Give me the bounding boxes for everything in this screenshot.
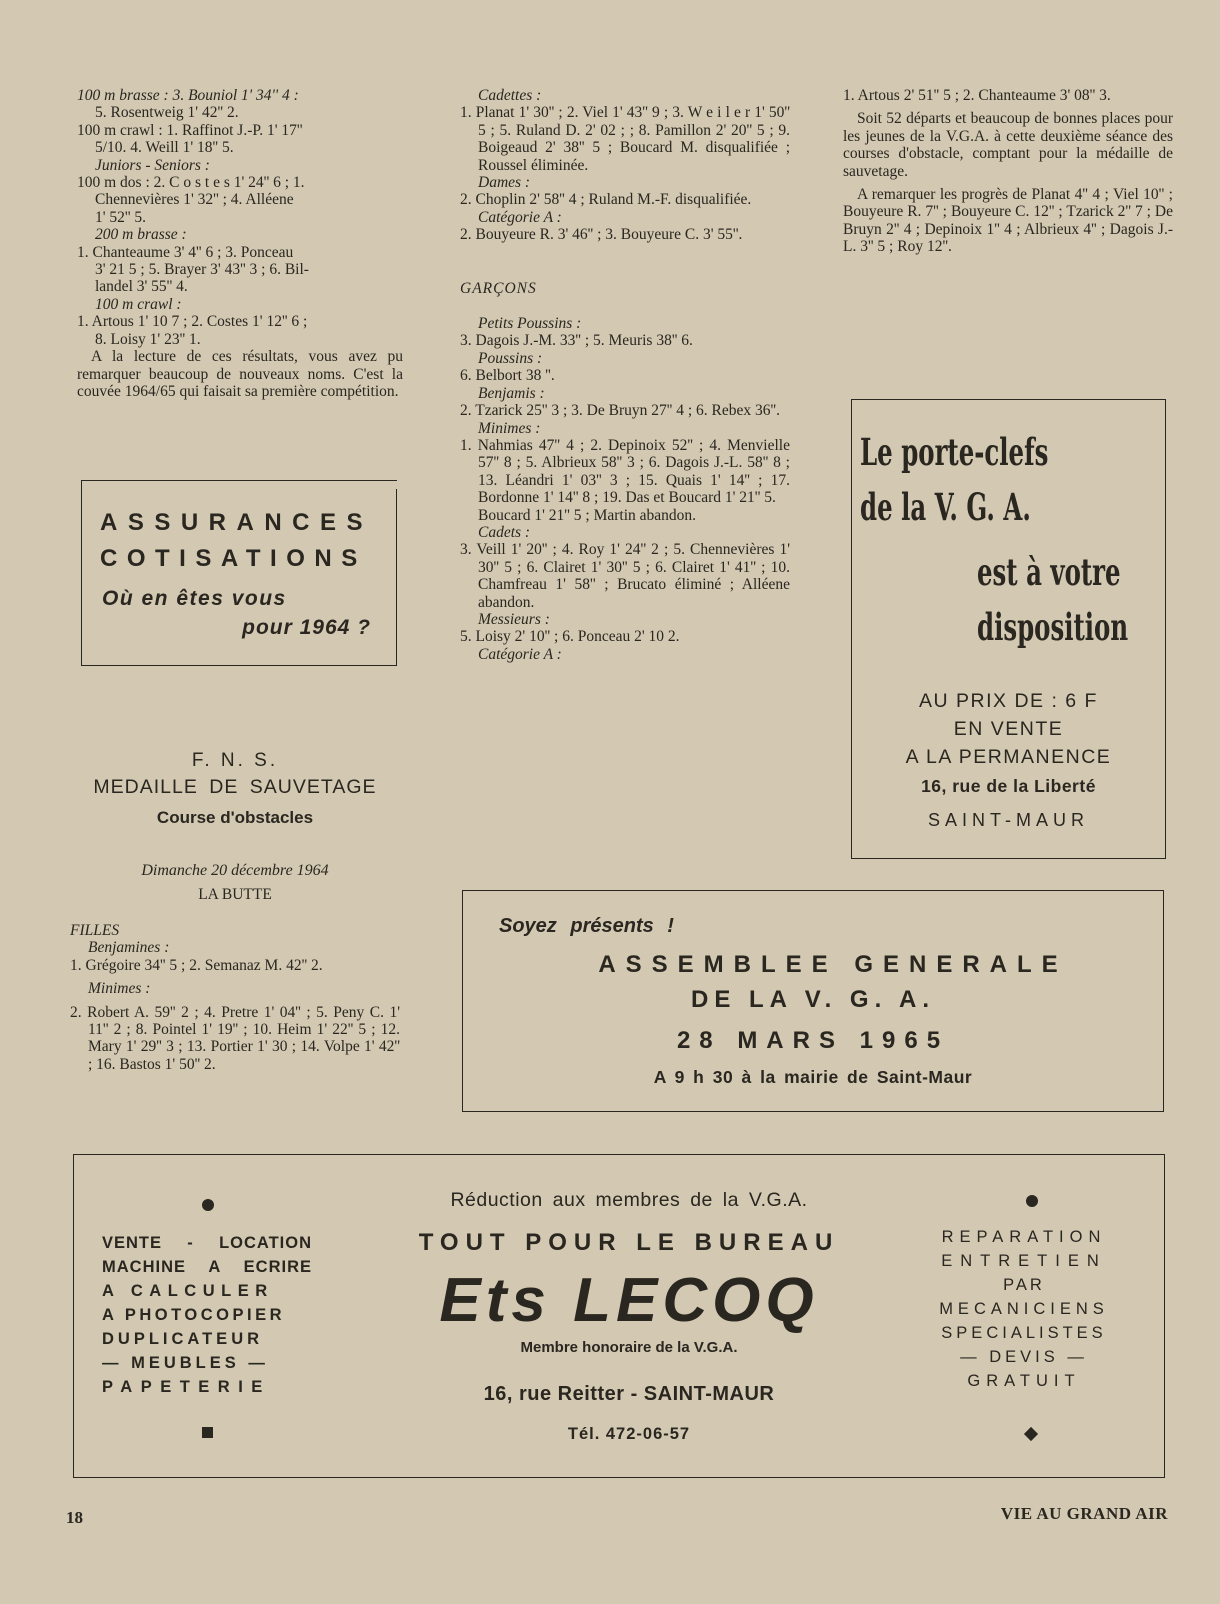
garcons-heading: GARÇONS xyxy=(460,279,537,297)
fns-title: F. N. S. xyxy=(191,750,279,771)
filles-results xyxy=(70,922,400,1073)
section-heading: Juniors - Seniors : xyxy=(95,156,210,174)
paragraph: A remarquer les progrès de Planat 4'' 4 ; Viel 10'' ; Bouyeure R. 7'' ; Bouyeure C. 12'' ; Tzarick 2'' 7 ; De Bruyn 2'' 4 ; Depinoix 1'' 4 ; Albrieux 4'' ; Dagois J.-L. 3'' 5 ; Roy 12''. xyxy=(843,186,1173,256)
section-heading: 100 m crawl : xyxy=(95,295,182,313)
porte-clefs-line-4: disposition xyxy=(977,605,1129,649)
service-line: ENTRETIEN xyxy=(941,1252,1107,1270)
service-line: GRATUIT xyxy=(967,1372,1081,1390)
page-number: 18 xyxy=(66,1508,83,1527)
assemblee-box xyxy=(462,890,1164,1112)
text-line: 5/10. 4. Weill 1' 18'' 5. xyxy=(95,139,234,157)
section-heading: Benjamis : xyxy=(478,384,545,402)
text-line: 1. Artous 1' 10 7 ; 2. Costes 1' 12'' 6 ; xyxy=(77,313,308,331)
column-left-results xyxy=(77,87,403,400)
service-line: SPECIALISTES xyxy=(941,1324,1107,1342)
result-paragraph: 2. Robert A. 59'' 2 ; 4. Pretre 1' 04'' ; 5. Peny C. 1' 11'' 2 ; 8. Pointel 1' 19'' ; 10. Heim 1' 22'' 5 ; 12. Mary 1' 29'' 3 ; 13. Portier 1' 30 ; 14. Volpe 1' 42'' ; 16. Bastos 1' 50'' 2. xyxy=(70,1003,400,1073)
porte-clefs-address: 16, rue de la Liberté xyxy=(921,776,1096,796)
service-line: A CALCULER xyxy=(102,1282,274,1300)
column-right-text xyxy=(843,87,1173,256)
porte-clefs-line-3: est à votre xyxy=(977,550,1121,594)
box-right-rule xyxy=(396,489,397,665)
lecoq-name: Ets LECOQ xyxy=(439,1266,819,1335)
assurances-box xyxy=(81,480,397,666)
result-paragraph: 2. Tzarick 25'' 3 ; 3. De Bruyn 27'' 4 ; 6. Rebex 36''. xyxy=(460,402,780,420)
medaille-title: MEDAILLE DE SAUVETAGE xyxy=(93,776,377,798)
result-paragraph: 1. Planat 1' 30'' ; 2. Viel 1' 43'' 9 ; 3. W e i l e r 1' 50'' 5 ; 5. Ruland D. 2' 02 ; ; 8. Pamillon 2' 20'' 5 ; 9. Boigeaud 2' 38'' 5 ; Boucard M. disqualifiée ; Roussel éliminée. xyxy=(460,104,790,174)
result-paragraph: 3. Dagois J.-M. 33'' ; 5. Meuris 38'' 6. xyxy=(460,332,693,350)
text-line: 1. Chanteaume 3' 4'' 6 ; 3. Ponceau xyxy=(77,243,294,261)
course-subtitle: Course d'obstacles xyxy=(156,808,314,827)
text-line: 8. Loisy 1' 23'' 1. xyxy=(95,330,201,348)
text-line: Chennevières 1' 32'' ; 4. Alléene xyxy=(95,191,294,209)
result-paragraph: 1. Artous 2' 51'' 5 ; 2. Chanteaume 3' 08'' 3. xyxy=(843,87,1111,104)
porte-clefs-line-2: de la V. G. A. xyxy=(860,485,1031,529)
result-paragraph: 3. Veill 1' 20'' ; 4. Roy 1' 24'' 2 ; 5. Chennevières 1' 30'' 5 ; 6. Clairet 1' 30'' 5 ; 6. Clairet 1' 41'' ; 10. Chamfreau 1' 58'' ; Brucato éliminé ; Alléene abandon. xyxy=(460,541,790,611)
bullet-icon xyxy=(202,1199,214,1211)
section-heading: Minimes : xyxy=(478,419,541,437)
section-heading: Catégorie A : xyxy=(478,208,562,226)
porte-clefs-vente: EN VENTE xyxy=(953,718,1064,740)
section-heading: 200 m brasse : xyxy=(95,226,187,244)
service-line: — DEVIS — xyxy=(960,1348,1088,1366)
assemblee-date: 28 MARS 1965 xyxy=(676,1027,950,1054)
lecoq-ad-box xyxy=(73,1154,1165,1478)
magazine-name: VIE AU GRAND AIR xyxy=(1000,1504,1168,1523)
text-line: 100 m crawl : 1. Raffinot J.-P. 1' 17'' xyxy=(77,121,303,139)
section-heading: Poussins : xyxy=(478,349,543,367)
square-icon xyxy=(202,1427,213,1438)
soyez-presents: Soyez présents ! xyxy=(499,915,674,937)
tout-pour-le-bureau: TOUT POUR LE BUREAU xyxy=(418,1229,840,1256)
text-line: 5. Rosentweig 1' 42'' 2. xyxy=(95,104,239,122)
assurances-title: ASSURANCES xyxy=(100,509,374,536)
service-line: — MEUBLES — xyxy=(102,1354,269,1372)
text-line: landel 3' 55'' 4. xyxy=(95,278,188,296)
event-place: LA BUTTE xyxy=(198,886,272,903)
assemblee-title: ASSEMBLEE GENERALE xyxy=(598,951,1068,978)
porte-clefs-box xyxy=(851,399,1166,859)
result-line: Boucard 1' 21'' 5 ; Martin abandon. xyxy=(478,506,697,524)
left-services-list xyxy=(102,1231,312,1399)
service-line: MECANICIENS xyxy=(939,1300,1109,1318)
lecoq-phone: Tél. 472-06-57 xyxy=(567,1425,691,1443)
porte-clefs-price: AU PRIX DE : 6 F xyxy=(919,690,1098,712)
result-paragraph: 2. Bouyeure R. 3' 46'' ; 3. Bouyeure C. 3' 55''. xyxy=(460,226,743,244)
event-date: Dimanche 20 décembre 1964 xyxy=(141,862,329,879)
result-paragraph: 5. Loisy 2' 10'' ; 6. Ponceau 2' 10 2. xyxy=(460,628,680,646)
service-line: A PHOTOCOPIER xyxy=(102,1306,286,1324)
paragraph: A la lecture de ces résultats, vous avez pu remarquer beaucoup de nouveaux noms. C'est la couvée 1964/65 qui faisait sa première compétition. xyxy=(77,348,403,400)
section-heading: Catégorie A : xyxy=(478,645,562,663)
assemblee-time: A 9 h 30 à la mairie de Saint-Maur xyxy=(653,1067,973,1087)
text-line: 1' 52'' 5. xyxy=(95,208,147,226)
service-line: DUPLICATEUR xyxy=(102,1330,264,1348)
section-heading: Dames : xyxy=(478,174,531,192)
result-paragraph: 2. Choplin 2' 58'' 4 ; Ruland M.-F. disqualifiée. xyxy=(460,191,752,209)
result-paragraph: 6. Belbort 38 ''. xyxy=(460,367,555,385)
section-heading: FILLES xyxy=(70,922,120,939)
porte-clefs-city: SAINT-MAUR xyxy=(927,810,1089,830)
assemblee-vga: DE LA V. G. A. xyxy=(690,986,936,1013)
text-line: 3' 21 5 ; 5. Brayer 3' 43'' 3 ; 6. Bil- xyxy=(95,261,309,279)
membre-honoraire: Membre honoraire de la V.G.A. xyxy=(520,1339,738,1356)
result-paragraph: 1. Grégoire 34'' 5 ; 2. Semanaz M. 42'' 2. xyxy=(70,956,323,974)
paragraph: Soit 52 départs et beaucoup de bonnes places pour les jeunes de la V.G.A. à cette deuxième séance des courses d'obstacle, comptant pour la médaille de sauvetage. xyxy=(843,110,1173,180)
service-line: REPARATION xyxy=(941,1228,1107,1246)
assurances-year: pour 1964 ? xyxy=(242,616,371,639)
service-line: VENTE - LOCATION xyxy=(102,1234,312,1252)
section-heading: Minimes : xyxy=(88,980,151,998)
service-line: PAR xyxy=(1003,1276,1045,1294)
porte-clefs-permanence: A LA PERMANENCE xyxy=(905,746,1112,768)
porte-clefs-line-1: Le porte-clefs xyxy=(860,430,1049,474)
lecoq-address: 16, rue Reitter - SAINT-MAUR xyxy=(483,1383,775,1405)
text-line: 100 m dos : 2. C o s t e s 1' 24'' 6 ; 1. xyxy=(77,174,305,192)
result-paragraph: 1. Nahmias 47'' 4 ; 2. Depinoix 52'' ; 4. Menvielle 57'' 8 ; 5. Albrieux 58'' 3 ; 6. Dagois J.-L. 58'' 8 ; 13. Léandri 1' 03'' 3 ; 15. Quais 1' 14'' ; 17. Bordonne 1' 14'' 8 ; 19. Das et Boucard 1' 21'' 5. xyxy=(460,436,790,507)
section-heading: Cadettes : xyxy=(478,87,542,104)
section-heading: Messieurs : xyxy=(478,610,550,628)
cotisations-title: COTISATIONS xyxy=(100,545,367,572)
reduction-line: Réduction aux membres de la V.G.A. xyxy=(450,1189,808,1211)
diamond-icon xyxy=(1024,1427,1038,1441)
section-heading: Benjamines : xyxy=(88,939,170,957)
section-heading: Cadets : xyxy=(478,523,531,541)
right-services-list xyxy=(904,1225,1144,1393)
assurances-question: Où en êtes vous xyxy=(102,587,287,610)
service-line: MACHINE A ECRIRE xyxy=(102,1258,312,1276)
bullet-icon xyxy=(1026,1195,1038,1207)
text-line: 100 m brasse : 3. Bouniol 1' 34'' 4 : xyxy=(77,87,299,104)
section-heading: Petits Poussins : xyxy=(478,315,582,333)
column-middle-results xyxy=(460,87,790,663)
service-line: PAPETERIE xyxy=(102,1378,271,1396)
